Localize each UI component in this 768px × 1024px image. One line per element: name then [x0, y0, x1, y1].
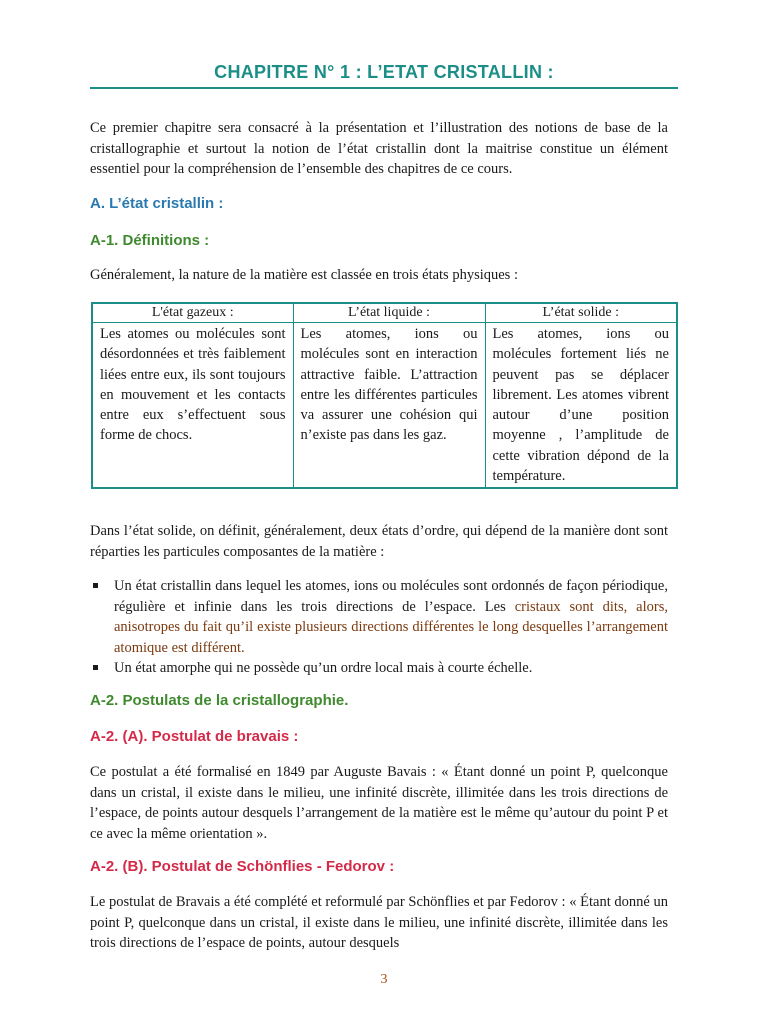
- bravais-paragraph: Ce postulat a été formalisé en 1849 par Auguste Bavais : « Étant donné un point P, quelconque dans un cristal, il existe dans le milieu, une infinité discrète, illimitée dans les trois directions de l’espace, de points autour desquels l’arrangement de la matière est le même qu’autour du point P et ce avec la même orientation ».: [90, 764, 668, 842]
- list-item: [90, 658, 668, 679]
- chapter-title: CHAPITRE N° 1 : L’ETAT CRISTALLIN :: [214, 62, 554, 82]
- bullet-icon: [93, 665, 98, 670]
- section-a-heading: A. L’état cristallin :: [90, 195, 224, 212]
- table-row: [92, 323, 677, 489]
- intro-paragraph: Ce premier chapitre sera consacré à la présentation et l’illustration des notions de base de la cristallographie et surtout la notion de l’état cristallin dont la maitrise constitue un élément essentiel pour la compréhension de l’ensemble des chapitres de ce cours.: [90, 120, 668, 177]
- header-liquid: L’état liquide :: [293, 303, 485, 323]
- cell-liquid: Les atomes, ions ou molécules sont en interaction attractive faible. L’attraction entre les différentes particules va assurer une cohésion qui n’existe pas dans les gaz.: [293, 323, 485, 489]
- bullet-2-text: Un état amorphe qui ne possède qu’un ordre local mais à courte échelle.: [114, 660, 533, 676]
- cell-solid: Les atomes, ions ou molécules fortement liés ne peuvent pas se déplacer librement. Les atomes vibrent autour d’une position moyenne , l’amplitude de cette vibration dépond de la température.: [485, 323, 677, 489]
- table-header-row: [92, 303, 677, 323]
- bullet-icon: [93, 583, 98, 588]
- schonflies-paragraph: Le postulat de Bravais a été complété et reformulé par Schönflies et par Fedorov : « Étant donné un point P, quelconque dans un cristal, il existe dans le milieu, une infinité discrète, illimitée dans les trois directions de l’espace de points, autour desquels: [90, 894, 668, 951]
- header-gas: L'état gazeux :: [92, 303, 293, 323]
- cell-gas: Les atomes ou molécules sont désordonnées et très faiblement liées entre eux, ils sont toujours en mouvement et les contacts entre eux s’effectuent sous forme de chocs.: [92, 323, 293, 489]
- page-number: 3: [380, 972, 388, 987]
- bullet-1-highlight: cristaux sont dits, alors, anisotropes du fait qu’il existe plusieurs directions différentes le long desquelles l’arrangement atomique est différent.: [114, 598, 668, 656]
- order-intro: Dans l’état solide, on définit, généralement, deux états d’ordre, qui dépend de la manière dont sont réparties les particules composantes de la matière :: [90, 523, 668, 560]
- title-underline: [90, 87, 678, 89]
- section-a1-heading: A-1. Définitions :: [90, 232, 210, 249]
- header-solid: L’état solide :: [485, 303, 677, 323]
- section-a2b-heading: A-2. (B). Postulat de Schönflies - Fedorov :: [90, 858, 395, 875]
- order-list: [90, 576, 668, 679]
- section-a2-heading: A-2. Postulats de la cristallographie.: [90, 692, 349, 709]
- states-table: [91, 302, 678, 489]
- list-item: [90, 576, 668, 658]
- bullet-1-text: Un état cristallin dans lequel les atomes, ions ou molécules sont ordonnés de façon périodique, régulière et infinie dans les trois directions de l’espace. Les: [114, 578, 668, 615]
- states-intro: Généralement, la nature de la matière est classée en trois états physiques :: [90, 267, 518, 283]
- section-a2a-heading: A-2. (A). Postulat de bravais :: [90, 728, 299, 745]
